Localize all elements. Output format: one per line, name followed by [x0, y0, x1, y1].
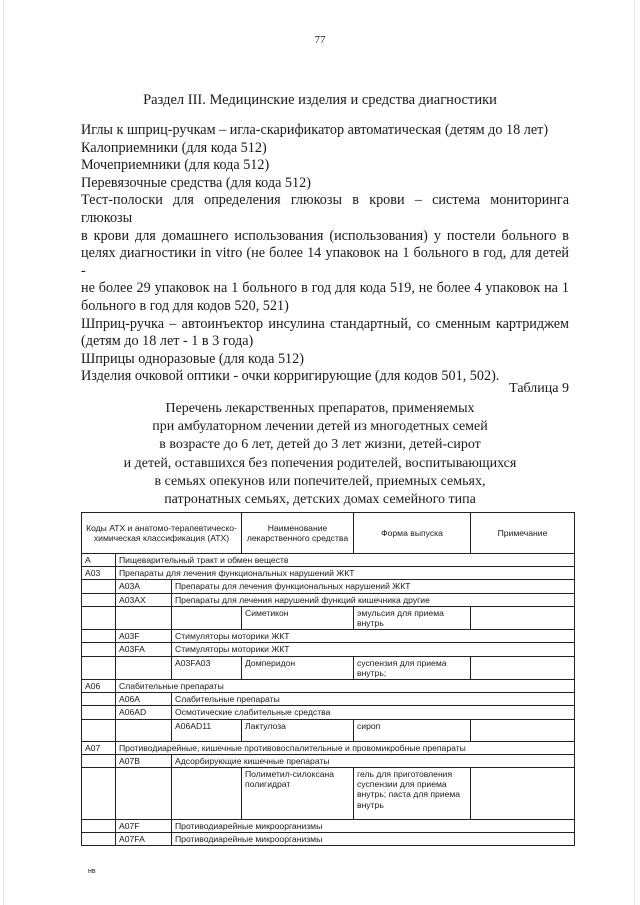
- header-note: Примечание: [471, 513, 575, 554]
- list-line: (детям до 18 лет - 1 в 3 года): [81, 333, 254, 350]
- atc-label: Слабительные препараты: [172, 693, 575, 706]
- empty-cell: [82, 768, 116, 820]
- header-name: Наименование лекарственного средства: [242, 513, 354, 554]
- atc-label: Препараты для лечения нарушений функций кишечника другие: [172, 593, 575, 606]
- empty-cell: [82, 820, 116, 833]
- atc-code: A03: [82, 567, 116, 580]
- table-row: [82, 719, 575, 741]
- drug-name: Полиметил-силоксана полигидрат: [242, 768, 354, 820]
- table-row: [82, 606, 575, 629]
- drug-note: [471, 719, 575, 741]
- atc-label: Противодиарейные микроорганизмы: [172, 833, 575, 846]
- empty-cell: [82, 833, 116, 846]
- table-row: [82, 593, 575, 606]
- list-line: Изделия очковой оптики - очки корригирующие (для кодов 501, 502).: [81, 368, 500, 385]
- atc-code: A06A: [116, 693, 172, 706]
- empty-cell: [82, 643, 116, 656]
- table-row: [82, 656, 575, 679]
- table-row: [82, 754, 575, 767]
- empty-cell: [82, 630, 116, 643]
- list-line: Шприцы одноразовые (для кода 512): [81, 350, 304, 367]
- list-line: Иглы к шприц-ручкам – игла-скарификатор автоматическая (детям до 18 лет): [81, 122, 549, 138]
- table-title-line: в возрасте до 6 лет, детей до 3 лет жизни, детей-сирот: [159, 437, 481, 453]
- atc-label: Противодиарейные, кишечные противовоспалительные и провомикробные препараты: [116, 741, 575, 754]
- atc-code: A: [82, 554, 116, 567]
- atc-code: A06: [82, 680, 116, 693]
- atc-label: Пищеварительный тракт и обмен веществ: [116, 554, 575, 567]
- empty-cell: [172, 768, 242, 820]
- atc-label: Противодиарейные микроорганизмы: [172, 820, 575, 833]
- drug-form: суспензия для приема внутрь;: [354, 656, 471, 679]
- table-row: [82, 693, 575, 706]
- atc-label: Стимуляторы моторики ЖКТ: [172, 630, 575, 643]
- empty-cell: [172, 606, 242, 629]
- table-row: [82, 768, 575, 820]
- drug-form: сироп: [354, 719, 471, 741]
- table-row: [82, 680, 575, 693]
- empty-cell: [82, 606, 116, 629]
- drug-note: [471, 656, 575, 679]
- empty-cell: [82, 593, 116, 606]
- list-line: не более 29 упаковок на 1 больного в год для кода 519, не более 4 упаковок на 1: [81, 280, 569, 297]
- table-row: [82, 567, 575, 580]
- empty-cell: [82, 706, 116, 719]
- atc-code: A03A: [116, 580, 172, 593]
- empty-cell: [116, 719, 172, 741]
- table-title-line: при амбулаторном лечении детей из многодетных семей: [152, 419, 488, 435]
- atc-code: A07FA: [116, 833, 172, 846]
- list-line: целях диагностики in vitro (не более 14 упаковок на 1 больного в год, для детей -: [81, 245, 569, 279]
- drug-form: эмульсия для приема внутрь: [354, 606, 471, 629]
- drug-name: Лактулоза: [242, 719, 354, 741]
- drug-note: [471, 768, 575, 820]
- device-list: [81, 122, 569, 386]
- list-line: Тест-полоски для определения глюкозы в крови – система мониторинга глюкозы: [81, 192, 569, 226]
- empty-cell: [116, 606, 172, 629]
- table-row: [82, 554, 575, 567]
- atc-label: Препараты для лечения функциональных нарушений ЖКТ: [116, 567, 575, 580]
- section-title: Раздел III. Медицинские изделия и средства диагностики: [143, 92, 497, 108]
- atc-code: A06AD: [116, 706, 172, 719]
- table-title-line: в семьях опекунов или попечителей, приемных семьях,: [154, 473, 486, 489]
- empty-cell: [82, 754, 116, 767]
- table-row: [82, 580, 575, 593]
- drug-table: [81, 512, 575, 846]
- list-line: Перевязочные средства (для кода 512): [81, 174, 311, 191]
- empty-cell: [82, 656, 116, 679]
- footer-mark: нв: [88, 868, 96, 875]
- table-header-row: [82, 513, 575, 554]
- table-row: [82, 706, 575, 719]
- list-line: Мочеприемники (для кода 512): [81, 157, 270, 174]
- atc-code: A06AD11: [172, 719, 242, 741]
- atc-label: Препараты для лечения функциональных нарушений ЖКТ: [172, 580, 575, 593]
- atc-label: Слабительные препараты: [116, 680, 575, 693]
- table-row: [82, 643, 575, 656]
- atc-code: A03F: [116, 630, 172, 643]
- atc-code: A03FA03: [172, 656, 242, 679]
- table-row: [82, 630, 575, 643]
- page-number: 77: [314, 34, 326, 46]
- header-form: Форма выпуска: [354, 513, 471, 554]
- table-title-line: патронатных семьях, детских домах семейного типа: [164, 492, 476, 508]
- header-atc: Коды АТХ и анатомо-терапевтическо- химическая классификация (АТХ): [82, 513, 242, 554]
- drug-note: [471, 606, 575, 629]
- table-row: [82, 833, 575, 846]
- table-title-line: и детей, оставшихся без попечения родителей, воспитывающихся: [123, 455, 517, 471]
- drug-form: гель для приготовления суспензии для приема внутрь; паста для приема внутрь: [354, 768, 471, 820]
- atc-code: A03AX: [116, 593, 172, 606]
- empty-cell: [116, 656, 172, 679]
- list-line: больного в год для кодов 520, 521): [81, 297, 289, 314]
- empty-cell: [82, 693, 116, 706]
- empty-cell: [82, 719, 116, 741]
- list-line: Калоприемники (для кода 512): [81, 139, 267, 156]
- empty-cell: [116, 768, 172, 820]
- drug-name: Домперидон: [242, 656, 354, 679]
- drug-name: Симетикон: [242, 606, 354, 629]
- atc-label: Стимуляторы моторики ЖКТ: [172, 643, 575, 656]
- empty-cell: [82, 580, 116, 593]
- table-title: [0, 400, 640, 509]
- table-label: Таблица 9: [509, 381, 569, 396]
- table-row: [82, 741, 575, 754]
- atc-label: Осмотические слабительные средства: [172, 706, 575, 719]
- atc-code: A03FA: [116, 643, 172, 656]
- list-line: в крови для домашнего использования (использования) у постели больного в: [81, 227, 569, 244]
- atc-label: Адсорбирующие кишечные препараты: [172, 754, 575, 767]
- drug-table-body: [82, 554, 575, 846]
- table-row: [82, 820, 575, 833]
- table-title-line: Перечень лекарственных препаратов, применяемых: [165, 401, 475, 416]
- atc-code: A07: [82, 741, 116, 754]
- list-line: Шприц-ручка – автоинъектор инсулина стандартный, со сменным картриджем: [81, 315, 569, 332]
- atc-code: A07B: [116, 754, 172, 767]
- atc-code: A07F: [116, 820, 172, 833]
